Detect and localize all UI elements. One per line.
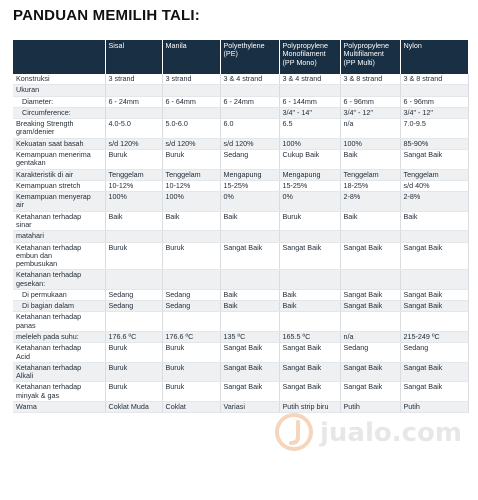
table-row [13, 138, 468, 149]
table-cell: Mengapung [279, 169, 340, 180]
table-cell: Sangat Baik [279, 343, 340, 363]
table-cell: Sangat Baik [400, 382, 468, 402]
table-cell: 6 - 96mm [400, 96, 468, 107]
table-row [13, 242, 468, 270]
table-cell: Sangat Baik [279, 362, 340, 382]
row-label: Ketahanan terhadap gesekan: [13, 270, 105, 290]
table-cell: Baik [279, 301, 340, 312]
table-cell [105, 107, 162, 118]
table-cell: 10-12% [105, 180, 162, 191]
row-label: Ketahanan terhadap Acid [13, 343, 105, 363]
table-cell: 6 - 64mm [162, 96, 220, 107]
table-row [13, 301, 468, 312]
table-cell [400, 312, 468, 332]
table-cell: Sedang [105, 301, 162, 312]
table-cell: 6 - 144mm [279, 96, 340, 107]
table-cell: s/d 40% [400, 180, 468, 191]
table-row [13, 107, 468, 118]
table-cell: Baik [105, 211, 162, 231]
table-cell: 3/4" - 12" [340, 107, 400, 118]
table-cell [340, 85, 400, 96]
table-cell [105, 85, 162, 96]
header-cell: Polypropylene Monofilament (PP Mono) [279, 40, 340, 74]
row-label: Ketahanan terhadap Alkali [13, 362, 105, 382]
table-row [13, 96, 468, 107]
table-cell: Sangat Baik [220, 242, 279, 270]
row-label: Ketahanan terhadap sinar [13, 211, 105, 231]
header-cell: Nylon [400, 40, 468, 74]
table-cell: 176.6 ºC [162, 332, 220, 343]
table-cell: Coklat Muda [105, 402, 162, 413]
jualo-logo-icon [274, 412, 314, 452]
table-cell: Coklat [162, 402, 220, 413]
table-cell: Sedang [340, 343, 400, 363]
header-cell: Polypropylene Multifilament (PP Multi) [340, 40, 400, 74]
table-cell: s/d 120% [105, 138, 162, 149]
table-cell: Baik [220, 211, 279, 231]
table-cell: Putih [400, 402, 468, 413]
table-cell [105, 312, 162, 332]
table-row [13, 192, 468, 212]
table-cell: Sangat Baik [400, 301, 468, 312]
table-cell: Putih [340, 402, 400, 413]
table-cell [279, 270, 340, 290]
table-row [13, 231, 468, 242]
table-cell: Sangat Baik [400, 289, 468, 300]
table-cell: Sedang [162, 301, 220, 312]
table-cell: Buruk [162, 362, 220, 382]
row-label: Di bagian dalam [13, 301, 105, 312]
row-label: Kemampuan stretch [13, 180, 105, 191]
table-row [13, 362, 468, 382]
table-cell: 15-25% [220, 180, 279, 191]
table-cell: Buruk [105, 149, 162, 169]
table-cell [400, 85, 468, 96]
table-cell [279, 312, 340, 332]
table-cell: Tenggelam [400, 169, 468, 180]
watermark-text: jualo.com [320, 418, 462, 448]
table-cell: Sangat Baik [340, 242, 400, 270]
table-cell: s/d 120% [162, 138, 220, 149]
table-cell: Sangat Baik [400, 362, 468, 382]
table-row [13, 312, 468, 332]
table-cell: 3 strand [105, 74, 162, 85]
table-cell: 100% [279, 138, 340, 149]
table-cell: 4.0-5.0 [105, 119, 162, 139]
table-cell [279, 231, 340, 242]
table-cell: 3/4" - 14" [279, 107, 340, 118]
table-cell [400, 270, 468, 290]
table-cell: 2-8% [340, 192, 400, 212]
row-label: Kemampuan menyerap air [13, 192, 105, 212]
page-title: PANDUAN MEMILIH TALI: [13, 7, 200, 24]
table-cell: Sangat Baik [220, 343, 279, 363]
table-row [13, 382, 468, 402]
table-cell: 6.5 [279, 119, 340, 139]
table-cell [162, 270, 220, 290]
table-cell: Sangat Baik [220, 382, 279, 402]
table-cell [105, 231, 162, 242]
table-row [13, 289, 468, 300]
table-cell [105, 270, 162, 290]
table-cell: Sangat Baik [400, 149, 468, 169]
row-label: Ukuran [13, 85, 105, 96]
table-cell: 100% [162, 192, 220, 212]
table-cell: Buruk [105, 382, 162, 402]
table-cell: Tenggelam [105, 169, 162, 180]
row-label: Warna [13, 402, 105, 413]
table-cell: 100% [340, 138, 400, 149]
table-cell [220, 85, 279, 96]
table-cell: 3 & 4 strand [220, 74, 279, 85]
rope-comparison-table [13, 40, 469, 413]
table-row [13, 211, 468, 231]
table-cell: 0% [220, 192, 279, 212]
table-cell: Buruk [279, 211, 340, 231]
header-cell: Sisal [105, 40, 162, 74]
table-cell: 2-8% [400, 192, 468, 212]
row-label: Karakteristik di air [13, 169, 105, 180]
table-cell: 215-249 ºC [400, 332, 468, 343]
header-cell: Manila [162, 40, 220, 74]
table-cell: 135 ºC [220, 332, 279, 343]
table-cell: 176.6 ºC [105, 332, 162, 343]
table-cell [340, 231, 400, 242]
table-row [13, 74, 468, 85]
table-cell: Mengapung [220, 169, 279, 180]
table-cell: Cukup Baik [279, 149, 340, 169]
table-cell: Putih strip biru [279, 402, 340, 413]
table-cell: 5.0-6.0 [162, 119, 220, 139]
table-cell [279, 85, 340, 96]
row-label: Ketahanan terhadap minyak & gas [13, 382, 105, 402]
table-cell: Baik [340, 149, 400, 169]
table-cell: Sangat Baik [340, 289, 400, 300]
table-cell: Sangat Baik [400, 242, 468, 270]
table-row [13, 332, 468, 343]
row-label: Circumference: [13, 107, 105, 118]
table-cell: 3 strand [162, 74, 220, 85]
table-cell [162, 312, 220, 332]
table-cell: Buruk [105, 362, 162, 382]
row-label: matahari [13, 231, 105, 242]
table-header-row [13, 40, 468, 74]
table-cell: 3 & 8 strand [400, 74, 468, 85]
header-cell: Polyethylene (PE) [220, 40, 279, 74]
row-label: meleleh pada suhu: [13, 332, 105, 343]
table-cell: n/a [340, 119, 400, 139]
table-cell: Baik [162, 211, 220, 231]
table-body [13, 74, 468, 413]
table-cell: Sangat Baik [279, 382, 340, 402]
table-cell [220, 231, 279, 242]
table-row [13, 149, 468, 169]
table-cell: Baik [220, 289, 279, 300]
header-cell-label [13, 40, 105, 74]
table-row [13, 85, 468, 96]
table-row [13, 343, 468, 363]
table-cell: Baik [220, 301, 279, 312]
table-cell: 6.0 [220, 119, 279, 139]
table-cell: Tenggelam [340, 169, 400, 180]
row-label: Breaking Strength gram/denier [13, 119, 105, 139]
table-cell: s/d 120% [220, 138, 279, 149]
table-cell: Sangat Baik [279, 242, 340, 270]
table-cell: 6 - 96mm [340, 96, 400, 107]
table-cell: Sedang [400, 343, 468, 363]
table-cell: 165.5 ºC [279, 332, 340, 343]
table-cell [162, 107, 220, 118]
row-label: Ketahanan terhadap embun dan pembusukan [13, 242, 105, 270]
table-cell: Buruk [162, 242, 220, 270]
table-cell: Buruk [105, 242, 162, 270]
table-cell: Baik [340, 211, 400, 231]
table-row [13, 180, 468, 191]
table-cell: Variasi [220, 402, 279, 413]
table-cell: Baik [279, 289, 340, 300]
table-cell: 0% [279, 192, 340, 212]
table-cell: Sedang [105, 289, 162, 300]
table-cell: Buruk [162, 382, 220, 402]
table-cell: 10-12% [162, 180, 220, 191]
table-cell [162, 231, 220, 242]
row-label: Konstruksi [13, 74, 105, 85]
table-cell [340, 270, 400, 290]
table-cell: 3 & 8 strand [340, 74, 400, 85]
table-row [13, 270, 468, 290]
table-cell: 85-90% [400, 138, 468, 149]
table-cell [220, 312, 279, 332]
table-cell: Sangat Baik [340, 382, 400, 402]
row-label: Ketahanan terhadap panas [13, 312, 105, 332]
table-cell [220, 107, 279, 118]
table-cell: Sangat Baik [220, 362, 279, 382]
table-cell: 15-25% [279, 180, 340, 191]
table-cell: n/a [340, 332, 400, 343]
table-cell: Sedang [162, 289, 220, 300]
table-row [13, 402, 468, 413]
table-cell [162, 85, 220, 96]
table-row [13, 169, 468, 180]
table-cell: 6 - 24mm [105, 96, 162, 107]
table-cell: Sangat Baik [340, 301, 400, 312]
table-cell: 18-25% [340, 180, 400, 191]
table-cell [400, 231, 468, 242]
table-cell: Buruk [162, 149, 220, 169]
table-cell [340, 312, 400, 332]
table-cell [220, 270, 279, 290]
table-cell: 100% [105, 192, 162, 212]
table-cell: Sangat Baik [340, 362, 400, 382]
table-cell: Buruk [105, 343, 162, 363]
table-row [13, 119, 468, 139]
table-cell: Baik [400, 211, 468, 231]
table-cell: 7.0-9.5 [400, 119, 468, 139]
table-cell: 6 - 24mm [220, 96, 279, 107]
table-cell: Buruk [162, 343, 220, 363]
table-cell: Tenggelam [162, 169, 220, 180]
row-label: Kemampuan menerima gentakan [13, 149, 105, 169]
row-label: Kekuatan saat basah [13, 138, 105, 149]
table-cell: 3 & 4 strand [279, 74, 340, 85]
watermark [274, 412, 462, 458]
row-label: Di permukaan [13, 289, 105, 300]
table-cell: Sedang [220, 149, 279, 169]
row-label: Diameter: [13, 96, 105, 107]
table-cell: 3/4" - 12" [400, 107, 468, 118]
